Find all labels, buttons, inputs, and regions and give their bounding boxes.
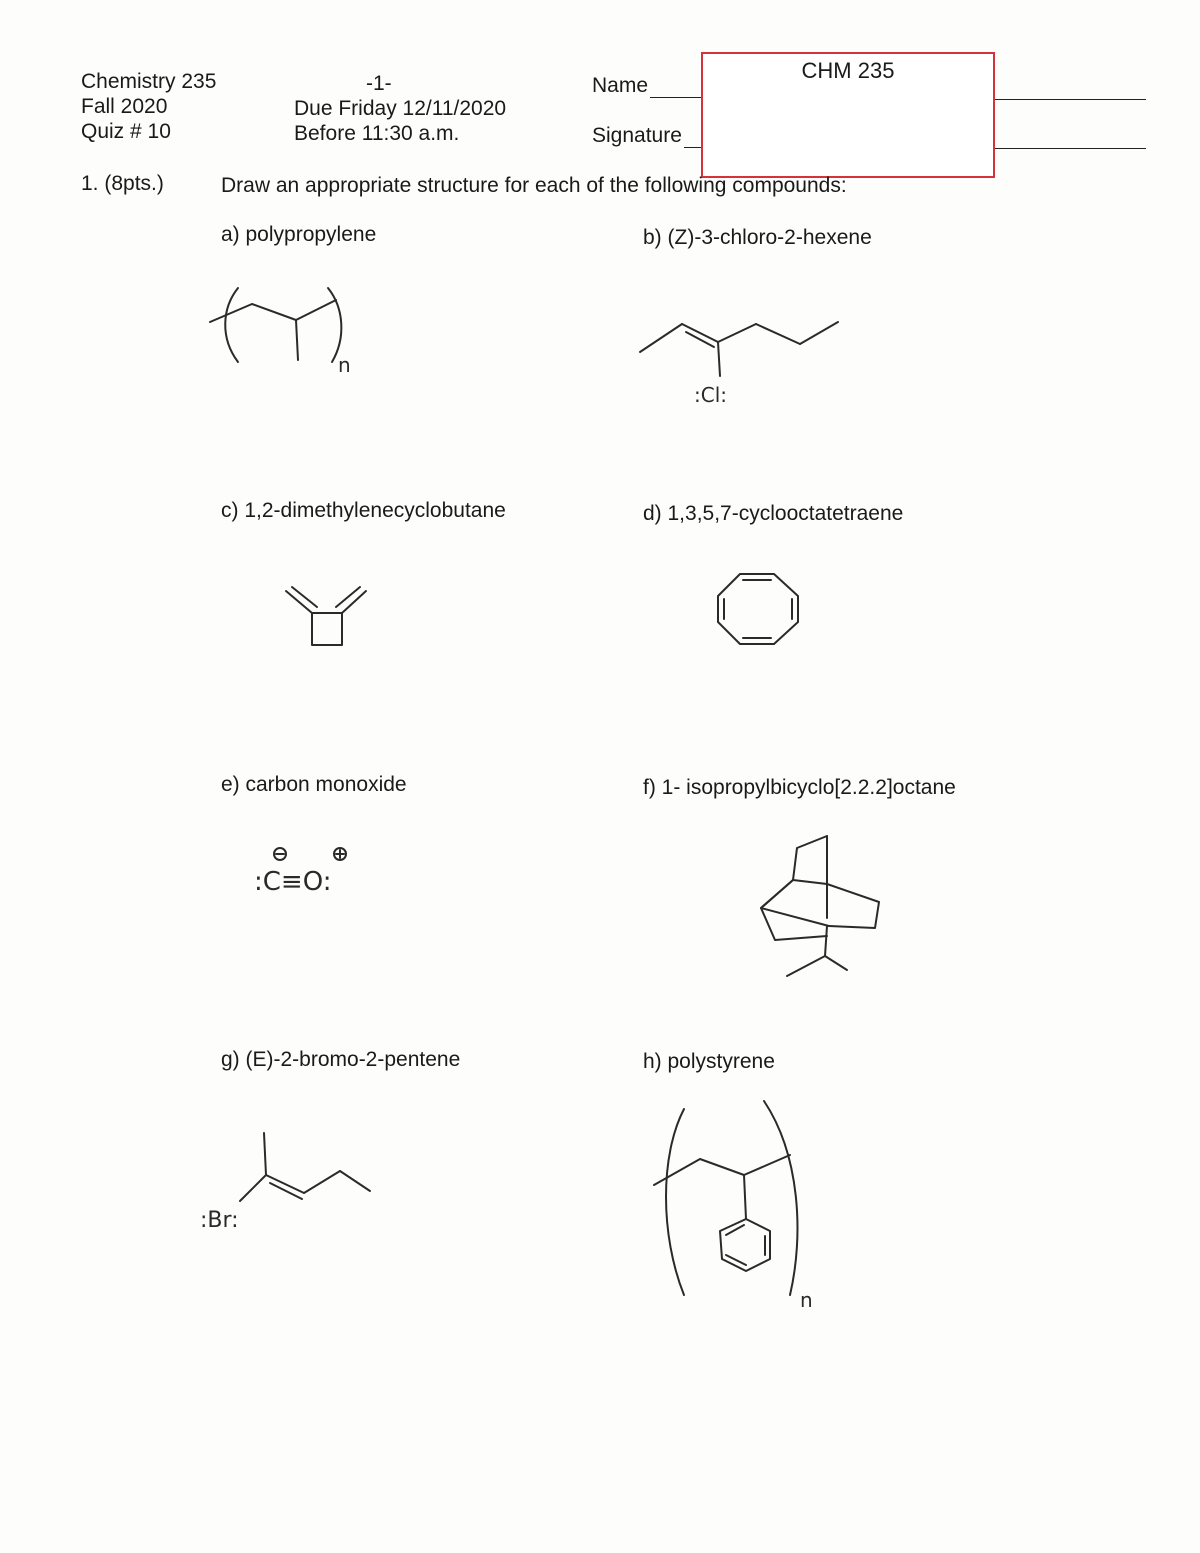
part-f-label: f) 1- isopropylbicyclo[2.2.2]octane	[643, 776, 956, 799]
page-number: -1-	[366, 72, 392, 95]
carbon-monoxide-formula: :C≡O:	[254, 867, 332, 897]
dimethylenecyclobutane-structure	[270, 575, 380, 660]
carbon-monoxide-structure	[250, 840, 380, 900]
redaction-box	[701, 52, 995, 178]
chlorohexene-structure	[630, 300, 860, 425]
polystyrene-n: n	[800, 1288, 813, 1312]
bromo-label: :Br:	[200, 1208, 239, 1233]
chloro-label: :Cl:	[694, 383, 727, 407]
bicyclooctane-structure	[735, 830, 895, 985]
term: Fall 2020	[81, 95, 168, 118]
bromopentene-structure	[190, 1125, 390, 1250]
part-h-label: h) polystyrene	[643, 1050, 775, 1073]
part-c-label: c) 1,2-dimethylenecyclobutane	[221, 499, 506, 522]
part-a-label: a) polypropylene	[221, 223, 377, 246]
part-e-label: e) carbon monoxide	[221, 773, 407, 796]
polypropylene-n: n	[338, 353, 351, 377]
quiz-number: Quiz # 10	[81, 120, 171, 143]
redaction-label: CHM 235	[801, 58, 895, 83]
name-line	[650, 97, 704, 98]
name-line-right	[994, 99, 1146, 100]
polystyrene-structure	[640, 1095, 840, 1315]
signature-line-right	[994, 148, 1146, 149]
cyclooctatetraene-structure	[710, 568, 810, 653]
question-number: 1. (8pts.)	[81, 172, 164, 195]
signature-label: Signature	[592, 124, 682, 147]
question-prompt: Draw an appropriate structure for each of the following compounds:	[221, 174, 847, 197]
due-time: Before 11:30 a.m.	[294, 122, 460, 145]
course-name: Chemistry 235	[81, 70, 217, 93]
polypropylene-structure	[200, 270, 380, 380]
due-date: Due Friday 12/11/2020	[294, 97, 507, 120]
part-b-label: b) (Z)-3-chloro-2-hexene	[643, 226, 872, 249]
part-g-label: g) (E)-2-bromo-2-pentene	[221, 1048, 461, 1071]
name-label: Name	[592, 74, 649, 97]
part-d-label: d) 1,3,5,7-cyclooctatetraene	[643, 502, 904, 525]
